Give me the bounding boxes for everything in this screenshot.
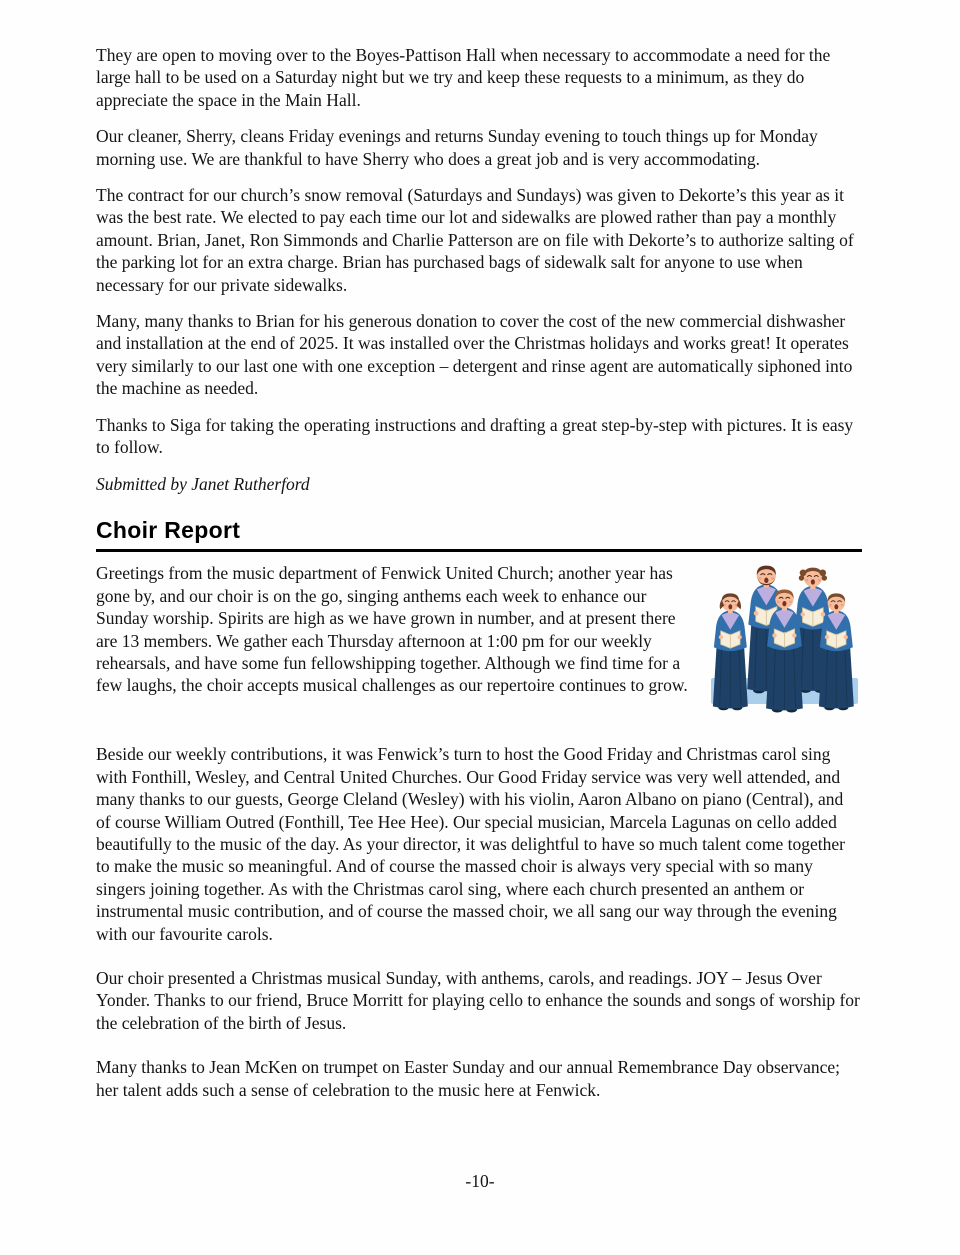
chorister-woman-left — [713, 594, 748, 711]
paragraph: Beside our weekly contributions, it was Fenwick’s turn to host the Good Friday and Christmas carol sing with Fonthill, Wesley, and Central United Churches. Our Good Friday service was very well attended, and many thanks to our guests, George Cleland (Wesley) with his violin, Aaron Albano on piano (Central), and of course William Outred (Fonthill, Tee Hee Hee). Our special musician, Marcela Lagunas on cello added beautifully to the music of the day. As your director, it was delightful to have so much talent come together to make the music so meaningful. And of course the massed choir is always very special with so many singers joining together. As with the Christmas carol sing, where each church presented an anthem or instrumental music contribution, and of course the massed choir, we all sang our way through the evening with our favourite carols. — [96, 744, 846, 944]
lead-paragraph-block — [96, 562, 862, 719]
page-number: -10- — [465, 1171, 495, 1191]
paragraph: Thanks to Siga for taking the operating instructions and drafting a great step-by-step with pictures. It is easy to follow. — [96, 414, 854, 458]
paragraph: Our cleaner, Sherry, cleans Friday evenings and returns Sunday evening to touch things up for Monday morning use. We are thankful to have Sherry who does a great job and is very accommodating. — [96, 126, 818, 169]
section-heading: Choir Report — [96, 517, 862, 552]
paragraph: The contract for our church’s snow removal (Saturdays and Sundays) was given to Dekorte’s this year as it was the best rate. We elected to pay each time our lot and sidewalks are plowed rather than pay a monthly amount. Brian, Janet, Ron Simmonds and Charlie Patterson are on file with Dekorte’s to authorize salting of the parking lot for an extra charge. Brian has purchased bags of sidewalk salt for anyone to use when necessary for our private sidewalks. — [96, 185, 854, 295]
paragraph: Greetings from the music department of Fenwick United Church; another year has gone by, and our choir is on the go, singing anthems each week to enhance our Sunday worship. Spirits are high as we have grown in number, and at present there are 13 members. We gather each Thursday afternoon at 1:00 pm for our weekly rehearsals, and have some fun fellowshipping together. Although we find time for a few laughs, the choir accepts musical challenges as our repertoire continues to grow. — [96, 563, 688, 696]
choir-illustration — [708, 562, 862, 715]
choir-singers-image — [708, 562, 862, 715]
paragraph: Our choir presented a Christmas musical Sunday, with anthems, carols, and readings. JOY – Jesus Over Yonder. Thanks to our friend, Bruce Morritt for playing cello to enhance the sounds and songs of worship for the celebration of the birth of Jesus. — [96, 968, 860, 1033]
paragraph: They are open to moving over to the Boyes-Pattison Hall when necessary to accommodate a need for the large hall to be used on a Saturday night but we try and keep these requests to a minimum, as they do appreciate the space in the Main Hall. — [96, 45, 831, 110]
facilities-report-section — [96, 44, 862, 495]
paragraph: Many thanks to Jean McKen on trumpet on Easter Sunday and our annual Remembrance Day observance; her talent adds such a sense of celebration to the music here at Fenwick. — [96, 1057, 841, 1100]
choir-report-section — [96, 517, 862, 1101]
paragraph: Many, many thanks to Brian for his generous donation to cover the cost of the new commercial dishwasher and installation at the end of 2025. It was installed over the Christmas holidays and works great! It operates very similarly to our last one with one exception – detergent and rinse agent are automatically siphoned into the machine as needed. — [96, 311, 853, 399]
byline: Submitted by Janet Rutherford — [96, 473, 310, 494]
